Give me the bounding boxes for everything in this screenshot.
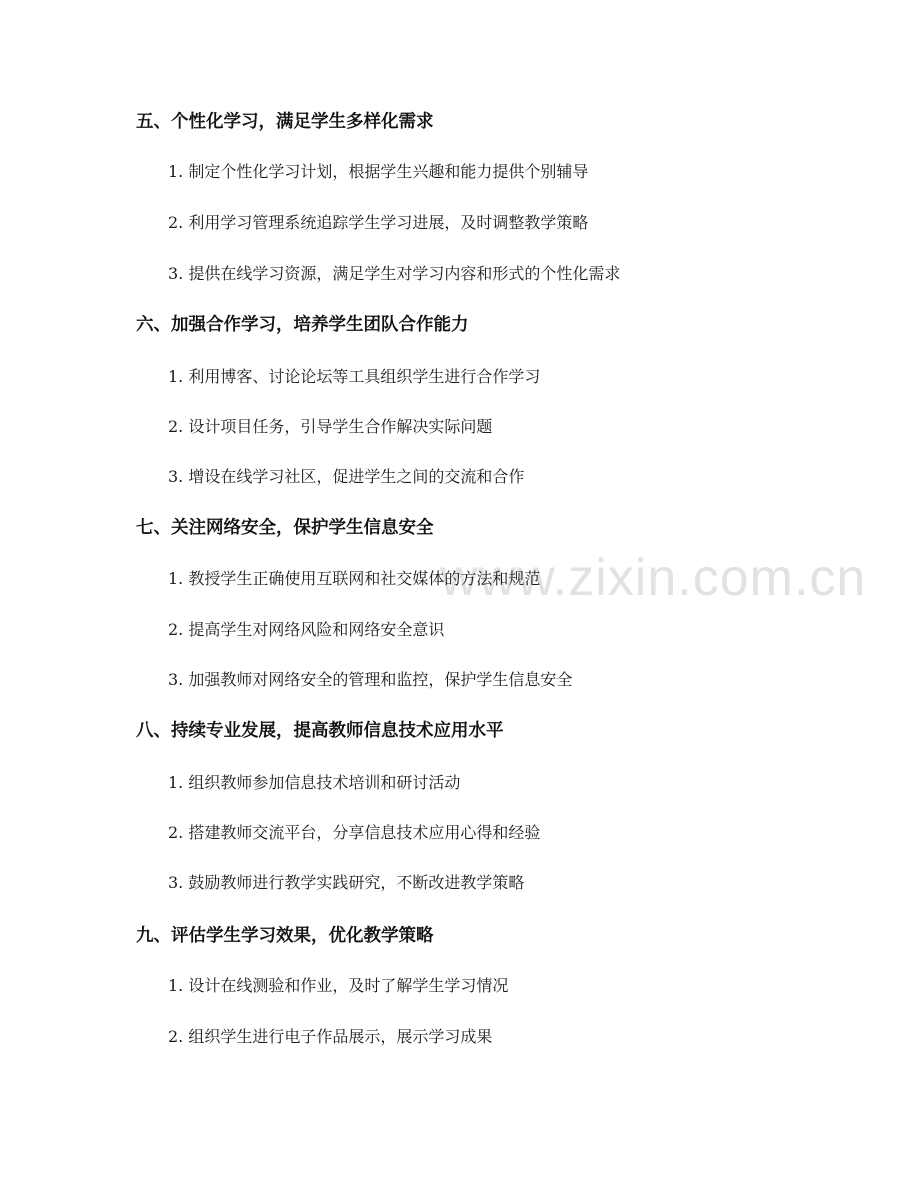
list-item: 3. 提供在线学习资源，满足学生对学习内容和形式的个性化需求 (168, 264, 621, 283)
list-item: 2. 组织学生进行电子作品展示，展示学习成果 (168, 1027, 493, 1046)
section-heading: 七、关注网络安全，保护学生信息安全 (136, 518, 434, 538)
list-item: 2. 提高学生对网络风险和网络安全意识 (168, 620, 445, 639)
section-heading: 六、加强合作学习，培养学生团队合作能力 (136, 315, 469, 335)
list-item: 2. 设计项目任务，引导学生合作解决实际问题 (168, 417, 493, 436)
list-item: 1. 设计在线测验和作业，及时了解学生学习情况 (168, 976, 509, 995)
section-heading: 五、个性化学习，满足学生多样化需求 (136, 112, 434, 132)
list-item: 1. 制定个性化学习计划，根据学生兴趣和能力提供个别辅导 (168, 162, 589, 181)
list-item: 1. 利用博客、讨论论坛等工具组织学生进行合作学习 (168, 367, 541, 386)
list-item: 2. 利用学习管理系统追踪学生学习进展，及时调整教学策略 (168, 213, 589, 232)
list-item: 2. 搭建教师交流平台，分享信息技术应用心得和经验 (168, 823, 541, 842)
list-item: 1. 教授学生正确使用互联网和社交媒体的方法和规范 (168, 569, 541, 588)
section-heading: 八、持续专业发展，提高教师信息技术应用水平 (136, 721, 504, 741)
list-item: 3. 增设在线学习社区，促进学生之间的交流和合作 (168, 467, 525, 486)
list-item: 3. 加强教师对网络安全的管理和监控，保护学生信息安全 (168, 670, 573, 689)
watermark: www.zixin.com.cn (440, 549, 867, 607)
section-heading: 九、评估学生学习效果，优化教学策略 (136, 926, 434, 946)
list-item: 3. 鼓励教师进行教学实践研究，不断改进教学策略 (168, 873, 525, 892)
list-item: 1. 组织教师参加信息技术培训和研讨活动 (168, 773, 461, 792)
